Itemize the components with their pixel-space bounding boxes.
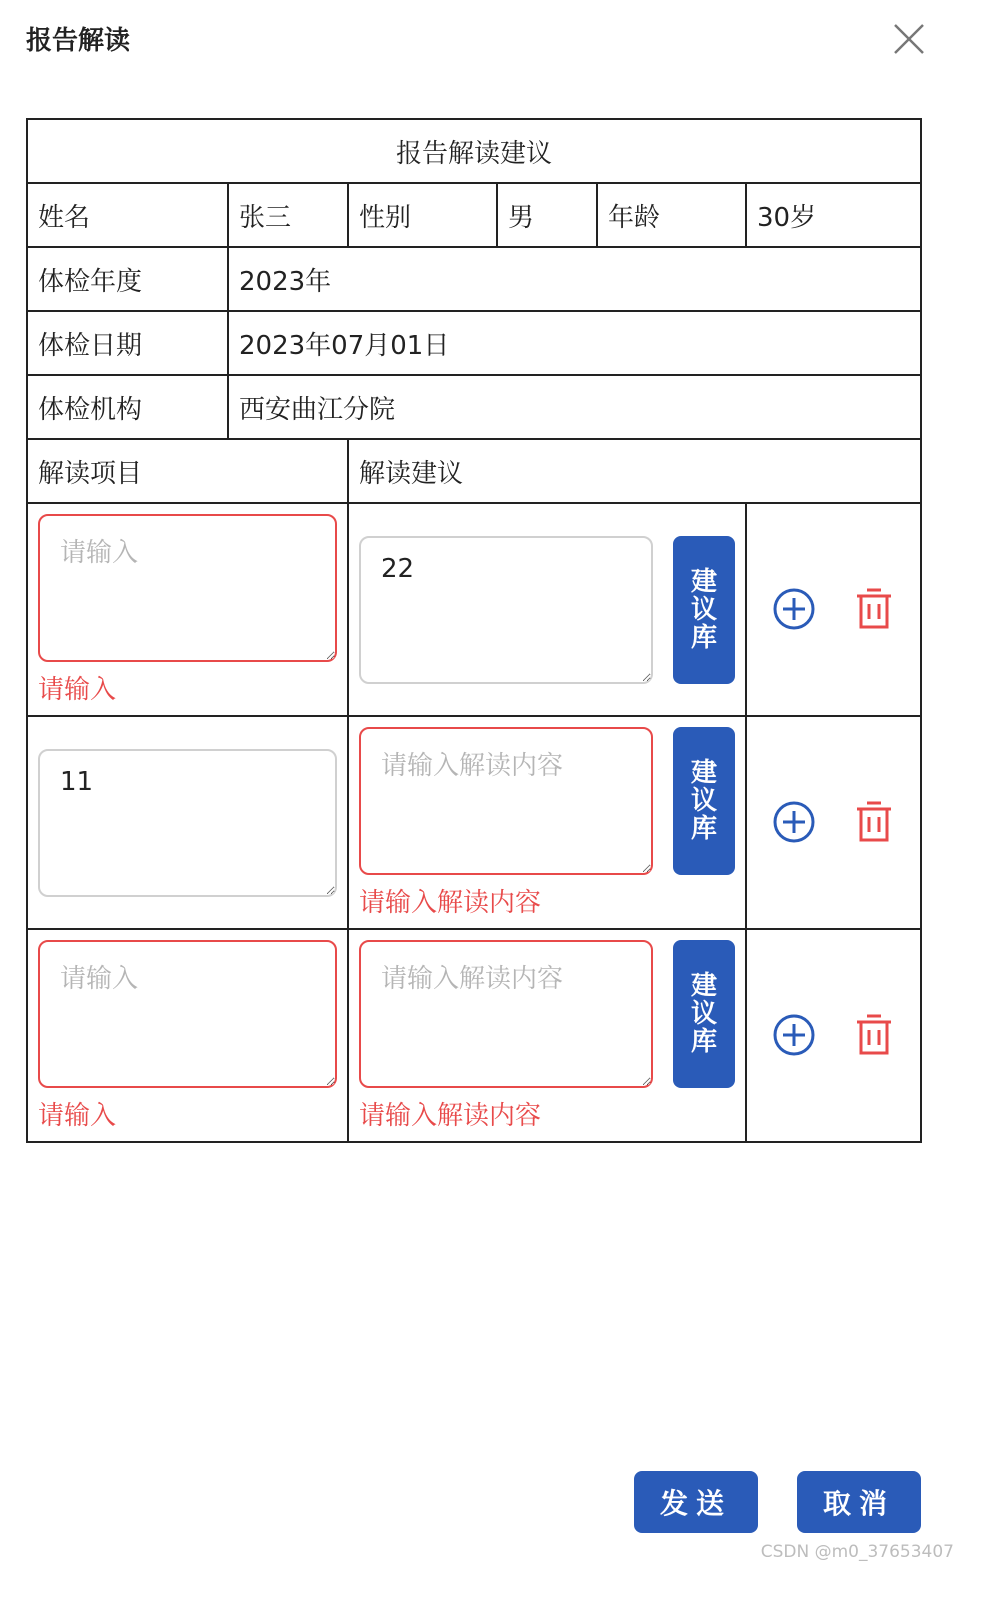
add-circle-icon[interactable] xyxy=(772,587,816,631)
library-button-char: 议 xyxy=(690,595,717,625)
library-button-char: 库 xyxy=(690,1027,717,1057)
library-button-char: 库 xyxy=(690,623,717,653)
age-label: 年龄 xyxy=(597,183,746,247)
advice-input[interactable] xyxy=(359,536,653,684)
advice-error-message: 请输入解读内容 xyxy=(359,1101,542,1131)
library-button-char: 库 xyxy=(690,814,717,844)
table-row xyxy=(27,929,921,1142)
age-value: 30岁 xyxy=(746,183,921,247)
item-input[interactable] xyxy=(38,749,337,897)
library-button-char: 议 xyxy=(690,786,717,816)
advice-library-button[interactable] xyxy=(673,536,735,684)
advice-error-message: 请输入解读内容 xyxy=(359,888,542,918)
trash-icon[interactable] xyxy=(852,587,896,631)
date-label: 体检日期 xyxy=(27,311,228,375)
item-input[interactable] xyxy=(38,940,337,1088)
advice-library-button[interactable] xyxy=(673,727,735,875)
table-row xyxy=(27,716,921,929)
trash-icon[interactable] xyxy=(852,1013,896,1057)
library-button-char: 建 xyxy=(690,567,717,597)
trash-icon[interactable] xyxy=(852,800,896,844)
advice-library-button[interactable] xyxy=(673,940,735,1088)
year-value: 2023年 xyxy=(228,247,921,311)
cancel-button[interactable]: 取消 xyxy=(797,1471,921,1533)
close-icon[interactable] xyxy=(892,22,926,56)
watermark: CSDN @m0_37653407 xyxy=(760,1542,954,1562)
add-circle-icon[interactable] xyxy=(772,1013,816,1057)
name-value: 张三 xyxy=(228,183,348,247)
item-error-message: 请输入 xyxy=(38,1101,117,1131)
advice-column-header: 解读建议 xyxy=(348,439,921,503)
item-input[interactable] xyxy=(38,514,337,662)
org-value: 西安曲江分院 xyxy=(228,375,921,439)
gender-value: 男 xyxy=(497,183,597,247)
table-title: 报告解读建议 xyxy=(27,119,921,183)
org-label: 体检机构 xyxy=(27,375,228,439)
add-circle-icon[interactable] xyxy=(772,800,816,844)
dialog-title: 报告解读 xyxy=(26,26,131,56)
send-button[interactable]: 发送 xyxy=(634,1471,758,1533)
date-value: 2023年07月01日 xyxy=(228,311,921,375)
year-label: 体检年度 xyxy=(27,247,228,311)
name-label: 姓名 xyxy=(27,183,228,247)
report-table xyxy=(26,118,922,1143)
advice-input[interactable] xyxy=(359,727,653,875)
table-row xyxy=(27,503,921,716)
advice-input[interactable] xyxy=(359,940,653,1088)
item-error-message: 请输入 xyxy=(38,675,117,705)
item-column-header: 解读项目 xyxy=(27,439,348,503)
library-button-char: 建 xyxy=(690,971,717,1001)
library-button-char: 议 xyxy=(690,999,717,1029)
gender-label: 性别 xyxy=(348,183,497,247)
library-button-char: 建 xyxy=(690,758,717,788)
